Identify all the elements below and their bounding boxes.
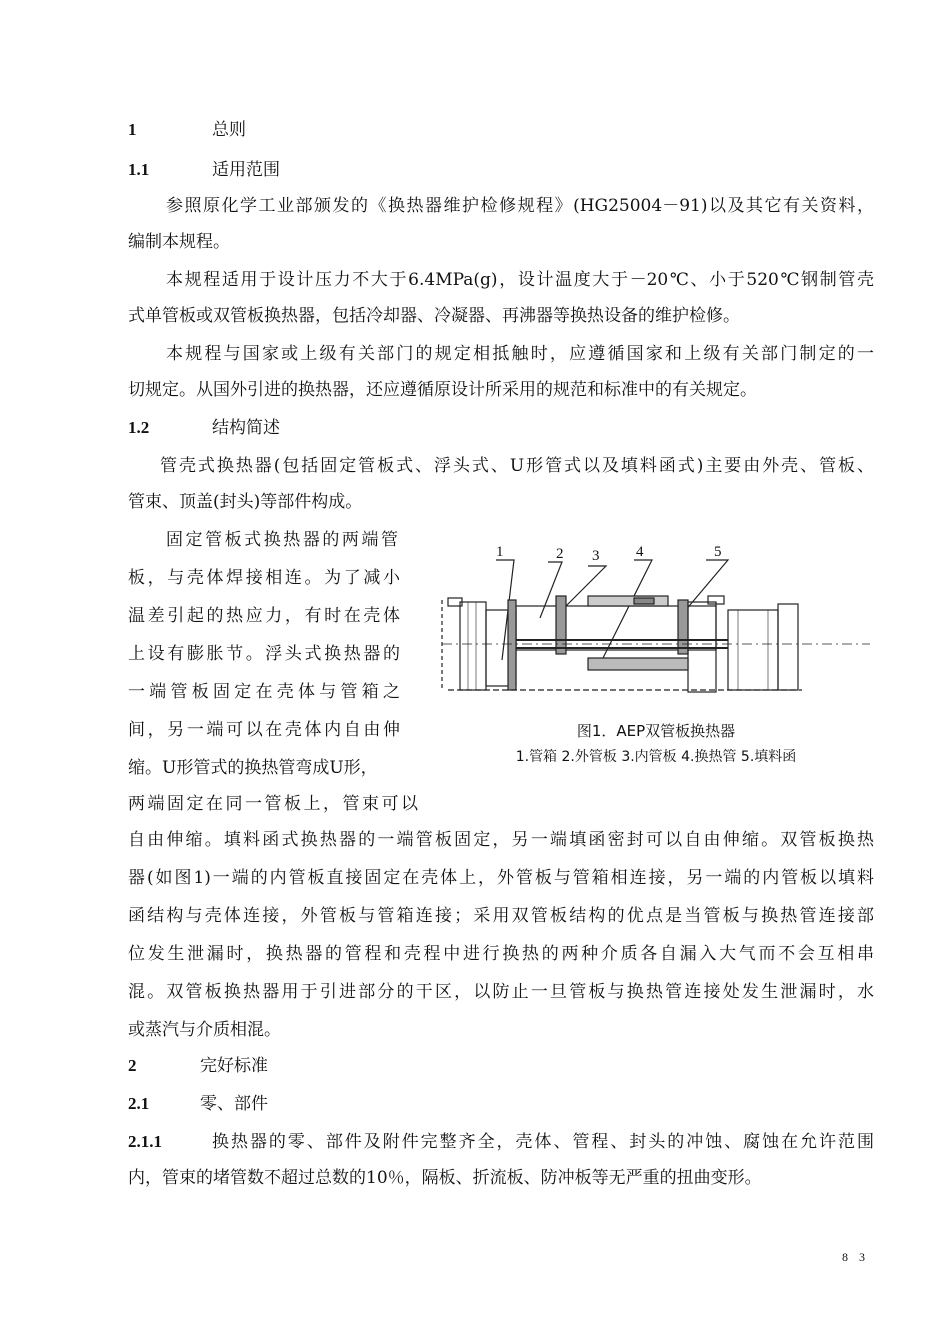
paragraph-line: 上设有膨胀节。浮头式换热器的 [128, 644, 400, 664]
paragraph-line: 器(如图1)一端的内管板直接固定在壳体上，外管板与管箱相连接，另一端的内管板以填料 [128, 868, 874, 888]
section-title: 完好标准 [200, 1056, 268, 1076]
figure-legend: 1.管箱 2.外管板 3.内管板 4.换热管 5.填料函 [515, 749, 797, 765]
section-number: 1.2 [128, 418, 150, 437]
section-number: 2.1.1 [128, 1132, 162, 1151]
paragraph-line: 式单管板或双管板换热器，包括冷却器、冷凝器、再沸器等换热设备的维护检修。 [128, 306, 740, 326]
callout-1: 1 [496, 544, 504, 560]
paragraph-line: 内，管束的堵管数不超过总数的10％，隔板、折流板、防冲板等无严重的扭曲变形。 [128, 1168, 762, 1188]
callout-4: 4 [636, 544, 644, 560]
paragraph-line: 参照原化学工业部颁发的《换热器维护检修规程》(HG25004－91)以及其它有关资料， [166, 196, 874, 216]
section-title: 适用范围 [212, 160, 280, 180]
paragraph-line: 两端固定在同一管板上，管束可以 [128, 794, 418, 814]
section-number: 2.1 [128, 1094, 150, 1113]
section-title: 零、部件 [200, 1094, 268, 1114]
paragraph-line: 本规程与国家或上级有关部门的规定相抵触时，应遵循国家和上级有关部门制定的一 [166, 344, 874, 364]
callout-3: 3 [592, 548, 600, 564]
paragraph-line: 管壳式换热器(包括固定管板式、浮头式、U形管式以及填料函式)主要由外壳、管板、 [160, 456, 874, 476]
paragraph-line: 切规定。从国外引进的换热器，还应遵循原设计所采用的规范和标准中的有关规定。 [128, 380, 757, 400]
paragraph-line: 管束、顶盖(封头)等部件构成。 [128, 492, 363, 512]
figure-caption: 图1．AEP双管板换热器 [576, 722, 736, 740]
callout-2: 2 [556, 546, 564, 562]
paragraph-line: 本规程适用于设计压力不大于6.4MPa(g)，设计温度大于－20℃、小于520℃钢制管壳 [166, 270, 874, 290]
paragraph-line: 换热器的零、部件及附件完整齐全，壳体、管程、封头的冲蚀、腐蚀在允许范围 [212, 1132, 874, 1152]
paragraph-line: 或蒸汽与介质相混。 [128, 1020, 281, 1040]
paragraph-line: 编制本规程。 [128, 232, 230, 252]
paragraph-line: 位发生泄漏时，换热器的管程和壳程中进行换热的两种介质各自漏入大气而不会互相串 [128, 944, 874, 964]
section-number: 2 [128, 1056, 137, 1075]
callout-5: 5 [714, 544, 722, 560]
section-number: 1.1 [128, 160, 150, 179]
heat-exchanger-diagram [438, 540, 874, 710]
paragraph-line: 板，与壳体焊接相连。为了减小 [128, 568, 400, 588]
paragraph-line: 温差引起的热应力，有时在壳体 [128, 606, 400, 626]
leader-line-4 [598, 560, 652, 668]
section-title: 结构简述 [212, 418, 280, 438]
figure-1 [438, 540, 874, 780]
paragraph-line: 一端管板固定在壳体与管箱之 [128, 682, 400, 702]
section-title: 总则 [212, 120, 246, 140]
left-channel [460, 602, 486, 690]
paragraph-line: 固定管板式换热器的两端管 [166, 530, 398, 550]
paragraph-line: 间，另一端可以在壳体内自由伸 [128, 720, 400, 740]
paragraph-line: 函结构与壳体连接，外管板与管箱连接；采用双管板结构的优点是当管板与换热管连接部 [128, 906, 874, 926]
page-number: 8 3 [842, 1250, 869, 1264]
paragraph-line: 混。双管板换热器用于引进部分的干区，以防止一旦管板与换热管连接处发生泄漏时，水 [128, 982, 874, 1002]
paragraph-line: 自由伸缩。填料函式换热器的一端管板固定，另一端填函密封可以自由伸缩。双管板换热 [128, 830, 874, 850]
section-number: 1 [128, 120, 137, 139]
paragraph-line: 缩。U形管式的换热管弯成U形， [128, 758, 378, 778]
